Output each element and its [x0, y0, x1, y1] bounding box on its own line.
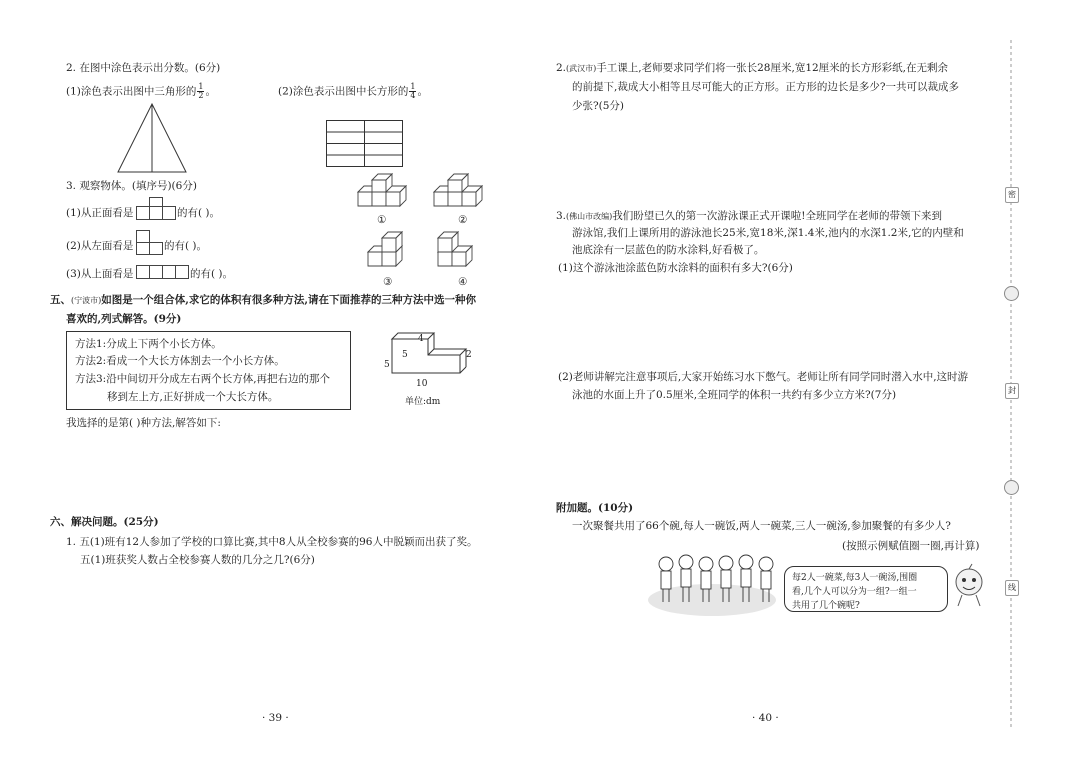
- sec5-header: 五、(宁波市)如图是一个组合体,求它的体积有很多种方法,请在下面推荐的三种方法中选一种你: [50, 294, 477, 306]
- sec5-line2: 喜欢的,列式解答。(9分): [66, 313, 182, 325]
- method-3-cont: 移到左上方,正好拼成一个大长方体。: [107, 391, 279, 403]
- sec6-title: 六、解决问题。(25分): [50, 516, 159, 528]
- q2-part1-text: (1)涂色表示出图中三角形的: [66, 85, 197, 98]
- q2-part2: (2)涂色表示出图中长方形的 $\frac{1}{4}$ 。: [278, 82, 428, 100]
- dim-10: 10: [416, 379, 428, 389]
- q2-part2-text: (2)涂色表示出图中长方形的: [278, 85, 409, 98]
- q3-left-pre: (2)从左面看是: [66, 240, 134, 252]
- r-q2-line1: 2.(武汉市)手工课上,老师要求同学们将一张长28厘米,宽12厘米的长方形彩纸,在无剩余: [556, 62, 949, 74]
- mascot-icon: [952, 566, 986, 610]
- rectangle-figure[interactable]: [326, 120, 404, 168]
- r-q3-line1: 3.(佛山市改编)我们盼望已久的第一次游泳课正式开课啦!全班同学在老师的带领下来到: [556, 210, 942, 222]
- q3-top-answer[interactable]: 的有( )。: [190, 268, 234, 280]
- binding-hole-2: [1004, 480, 1019, 495]
- q3-left-answer[interactable]: 的有( )。: [164, 240, 208, 252]
- r-q2-line2: 的前提下,裁成大小相等且尽可能大的正方形。正方形的边长是多少?一共可以裁成多: [572, 81, 959, 93]
- method-2: 方法2:看成一个大长方体割去一个小长方体。: [75, 355, 285, 367]
- r-q2-line3: 少张?(5分): [572, 100, 625, 112]
- dim-4: 4: [418, 334, 424, 344]
- method-choice[interactable]: 我选择的是第( )种方法,解答如下:: [66, 417, 221, 429]
- q2-part2-fraction: $\frac{1}{4}$: [410, 82, 416, 100]
- extra-line1: 一次聚餐共用了66个碗,每人一碗饭,两人一碗菜,三人一碗汤,参加聚餐的有多少人?: [572, 520, 951, 532]
- q3-title: 3. 观察物体。(填序号)(6分): [66, 180, 197, 192]
- q3-front-pre: (1)从正面看是: [66, 207, 134, 219]
- binding-hole-1: [1004, 286, 1019, 301]
- page-number-left: · 39 ·: [262, 712, 289, 724]
- dim-5-outer: 5: [384, 360, 390, 370]
- bubble-line1: 每2人一碗菜,每3人一碗汤,围圈: [792, 573, 918, 583]
- left-view-figure: [136, 230, 166, 258]
- side-tab-1: 密: [1005, 187, 1019, 203]
- r-q3-sub2-line2: 泳池的水面上升了0.5厘米,全班同学的体积一共约有多少立方米?(7分): [572, 389, 897, 401]
- cube-label-1: ①: [377, 214, 387, 226]
- q3-top-pre: (3)从上面看是: [66, 268, 134, 280]
- dim-5-inner: 5: [402, 350, 408, 360]
- r-q3-sub1: (1)这个游泳池涂蓝色防水涂料的面积有多大?(6分): [558, 262, 793, 274]
- q3-front-answer[interactable]: 的有( )。: [177, 207, 221, 219]
- children-illustration: [650, 550, 780, 614]
- front-view-figure: [136, 197, 178, 225]
- cube-figures: [356, 172, 506, 282]
- page-number-right: · 40 ·: [752, 712, 779, 724]
- bubble-line3: 共用了几个碗呢?: [792, 601, 860, 611]
- cube-label-4: ④: [458, 276, 468, 288]
- method-1: 方法1:分成上下两个小长方体。: [75, 338, 222, 350]
- r-q3-line2: 游泳馆,我们上课所用的游泳池长25米,宽18米,深1.4米,池内的水深1.2米,它的内壁和: [572, 227, 964, 239]
- sec6-q1-line2: 五(1)班获奖人数占全校参赛人数的几分之几?(6分): [80, 554, 315, 566]
- r-q3-line3: 池底涂有一层蓝色的防水涂料,好看极了。: [572, 244, 765, 256]
- q2-part1: (1)涂色表示出图中三角形的 $\frac{1}{2}$ 。: [66, 82, 216, 100]
- dim-2: 2: [466, 350, 472, 360]
- cube-label-3: ③: [383, 276, 393, 288]
- sec6-q1-line1: 1. 五(1)班有12人参加了学校的口算比赛,其中8人从全校参赛的96人中脱颖而出获了奖。: [66, 536, 478, 548]
- triangle-figure[interactable]: [116, 102, 188, 174]
- r-q3-sub2-line1: (2)老师讲解完注意事项后,大家开始练习水下憋气。老师让所有同学同时潜入水中,这时游: [558, 371, 969, 383]
- side-tab-3: 线: [1005, 580, 1019, 596]
- extra-hint: (按照示例赋值圈一圈,再计算): [842, 540, 980, 552]
- q2-part1-fraction: $\frac{1}{2}$: [198, 82, 204, 100]
- q2-title: 2. 在图中涂色表示出分数。(6分): [66, 62, 221, 74]
- methods-box: [66, 331, 351, 410]
- method-3: 方法3:沿中间切开分成左右两个长方体,再把右边的那个: [75, 373, 331, 385]
- extra-title: 附加题。(10分): [556, 502, 634, 514]
- cube-label-2: ②: [458, 214, 468, 226]
- top-view-figure: [136, 263, 192, 281]
- unit-label: 单位:dm: [405, 397, 441, 407]
- bubble-line2: 看,几个人可以分为一组?一组一: [792, 587, 917, 597]
- side-tab-2: 封: [1005, 383, 1019, 399]
